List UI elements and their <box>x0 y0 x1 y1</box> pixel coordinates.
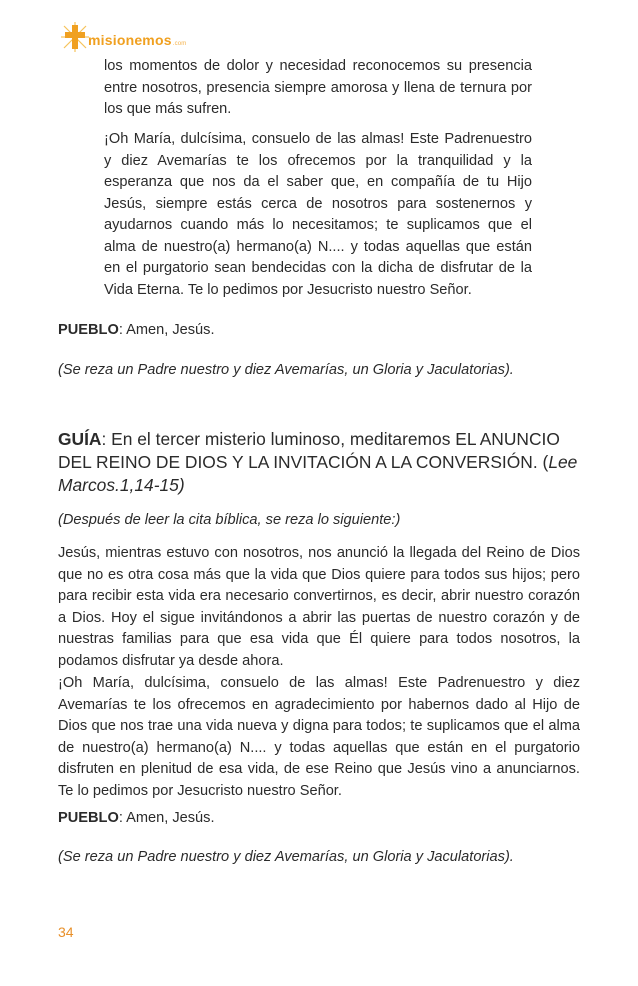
rubric-note-3: (Se reza un Padre nuestro y diez Avemarías, un Gloria y Jaculatorias). <box>58 849 514 865</box>
pueblo-text: : Amen, Jesús. <box>118 322 215 338</box>
logo-text: misionemos.com <box>88 32 187 48</box>
pueblo-label: PUEBLO <box>58 810 119 826</box>
pueblo-response-2 <box>58 808 588 828</box>
paragraph-meditation: Jesús, mientras estuvo con nosotros, nos anunció la llegada del Reino de Dios que no es otra cosa más que la vida que Dios quiere para todos sus hijos; pero para recibir esta vida era necesario convertirnos, es decir, abrir nuestro corazón a Dios. Hoy el sigue invitándonos a abrir las puertas de nuestro corazón y de nuestras familias para que esa vida que Él quiere para todos nosotros, la podamos disfrutar ya desde ahora. <box>58 545 580 669</box>
paragraph-prayer-2: ¡Oh María, dulcísima, consuelo de las almas! Este Padrenuestro y diez Avemarías te los ofrecemos en agradecimiento por habernos dado al Hijo de Dios que nos trae una vida nueva y digna para todos; te suplicamos que el alma de nuestro(a) hermano(a) N.... y todas aquellas que están en el purgatorio disfruten en plenitud de esa vida, de ese Reino que Jesús vino a anunciarnos. Te lo pedimos por Jesucristo nuestro Señor. <box>58 675 580 799</box>
pueblo-label: PUEBLO <box>58 322 119 338</box>
cross-sunburst-icon <box>60 21 90 53</box>
guia-heading <box>58 428 586 497</box>
rubric-note-1: (Se reza un Padre nuestro y diez Avemarías, un Gloria y Jaculatorias). <box>58 362 514 378</box>
rubric-note-2: (Después de leer la cita bíblica, se reza lo siguiente:) <box>58 512 401 528</box>
paragraph-prayer-1: ¡Oh María, dulcísima, consuelo de las almas! Este Padrenuestro y diez Avemarías te los ofrecemos por la tranquilidad y la esperanza que nos da el saber que, en compañía de tu Hijo Jesús, siempre estás cerca de nosotros para sostenernos y ayudarnos cuando más lo necesitamos; te suplicamos que el alma de nuestro(a) hermano(a) N.... y todas aquellas que están en el purgatorio sean bendecidas con la dicha de disfrutar de la Vida Eterna. Te lo pedimos por Jesucristo nuestro Señor. <box>104 131 532 298</box>
guia-reference: Lee Marcos.1,14-15) <box>58 452 578 495</box>
page-number: 34 <box>58 924 74 940</box>
guia-text: : En el tercer misterio luminoso, meditaremos EL ANUNCIO DEL REINO DE DIOS Y LA INVITACIÓN A LA CONVERSIÓN. ( <box>58 429 560 472</box>
site-logo[interactable] <box>60 20 187 54</box>
guia-label: GUÍA <box>58 429 102 449</box>
pueblo-response-1 <box>58 320 588 340</box>
pueblo-text: : Amen, Jesús. <box>118 810 215 826</box>
paragraph-presence: los momentos de dolor y necesidad reconocemos su presencia entre nosotros, presencia siempre amorosa y llena de ternura por los que más sufren. <box>104 58 532 117</box>
